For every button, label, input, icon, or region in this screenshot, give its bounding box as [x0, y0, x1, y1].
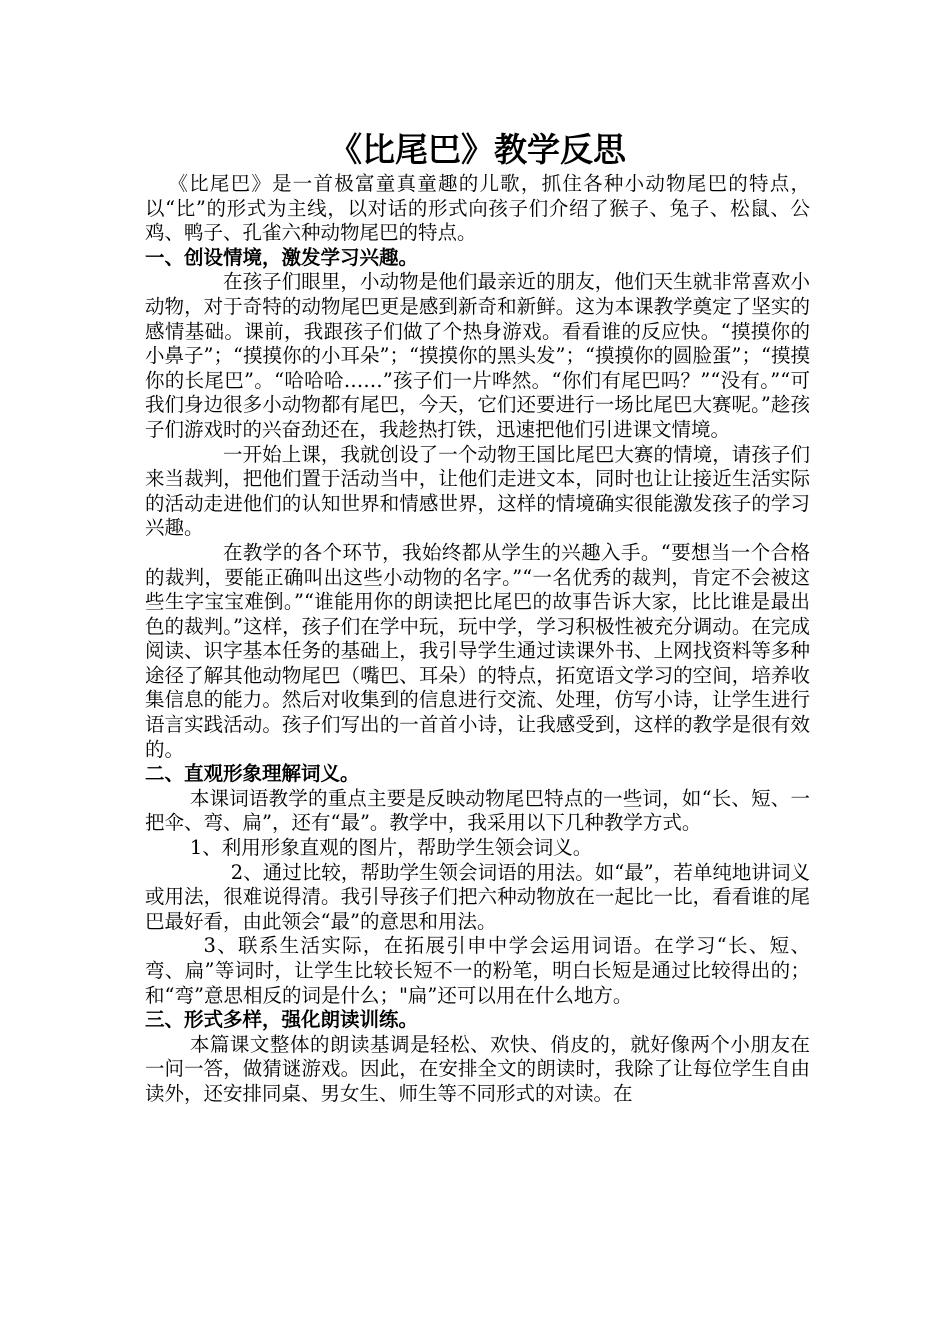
section2-item-2: 2、通过比较，帮助学生领会词语的用法。如“最”，若单纯地讲词义或用法，很难说得清。我引导孩子们把六种动物放在一起比一比，看看谁的尾巴最好看，由此领会“最”的意思和用法。: [145, 860, 810, 933]
section-heading-1: 一、创设情境，激发学习兴趣。: [145, 245, 419, 269]
section2-item-3: 3、联系生活实际，在拓展引申中学会运用词语。在学习“长、短、弯、扁”等词时，让学生比较长短不一的粉笔，明白长短是通过比较得出的；和“弯”意思相反的词是什么；"扁”还可以用在什么地方。: [145, 934, 810, 1007]
section2-item-1: 1、利用形象直观的图片，帮助学生领会词义。: [189, 836, 593, 860]
section1-paragraph-1: 在孩子们眼里，小动物是他们最亲近的朋友，他们天生就非常喜欢小动物，对于奇特的动物尾巴更是感到新奇和新鲜。这为本课教学奠定了坚实的感情基础。课前，我跟孩子们做了个热身游戏。看看谁的反应快。“摸摸你的小鼻子”；“摸摸你的小耳朵”；“摸摸你的黑头发”；“摸摸你的圆脸蛋”；“摸摸你的长尾巴”。“哈哈哈……”孩子们一片哗然。“你们有尾巴吗？”“没有。”“可我们身边很多小动物都有尾巴，今天，它们还要进行一场比尾巴大赛呢。”趁孩子们游戏时的兴奋劲还在，我趁热打铁，迅速把他们引进课文情境。: [145, 270, 810, 441]
intro-paragraph: 《比尾巴》是一首极富童真童趣的儿歌，抓住各种小动物尾巴的特点，以“比”的形式为主线，以对话的形式向孩子们介绍了猴子、兔子、松鼠、公鸡、鸭子、孔雀六种动物尾巴的特点。: [145, 172, 810, 245]
section1-paragraph-3: 在教学的各个环节，我始终都从学生的兴趣入手。“要想当一个合格的裁判，要能正确叫出这些小动物的名字。”“一名优秀的裁判，肯定不会被这些生字宝宝难倒。”“谁能用你的朗读把比尾巴的故事告诉大家，比比谁是最出色的裁判。”这样，孩子们在学中玩，玩中学，学习积极性被充分调动。在完成阅读、识字基本任务的基础上，我引导学生通过读课外书、上网找资料等多种途径了解其他动物尾巴（嘴巴、耳朵）的特点，拓宽语文学习的空间，培养收集信息的能力。然后对收集到的信息进行交流、处理，仿写小诗，让学生进行语言实践活动。孩子们写出的一首首小诗，让我感受到，这样的教学是很有效的。: [145, 540, 810, 761]
document-page: [145, 128, 810, 1107]
section-heading-3: 三、形式多样，强化朗读训练。: [145, 1008, 419, 1032]
section1-paragraph-2: 一开始上课，我就创设了一个动物王国比尾巴大赛的情境，请孩子们来当裁判，把他们置于活动当中，让他们走进文本，同时也让让接近生活实际的活动走进他们的认知世界和情感世界，这样的情境确实很能激发孩子的学习兴趣。: [145, 442, 810, 540]
section2-paragraph-1: 本课词语教学的重点主要是反映动物尾巴特点的一些词，如“长、短、一把伞、弯、扁”，还有“最”。教学中，我采用以下几种教学方式。: [145, 786, 810, 835]
section3-paragraph-1: 本篇课文整体的朗读基调是轻松、欢快、俏皮的，就好像两个小朋友在一问一答，做猜谜游戏。因此，在安排全文的朗读时，我除了让每位学生自由读外，还安排同桌、男女生、师生等不同形式的对读。在: [145, 1032, 810, 1105]
page-title: 《比尾巴》教学反思: [329, 130, 626, 169]
section-heading-2: 二、直观形象理解词义。: [145, 762, 360, 786]
